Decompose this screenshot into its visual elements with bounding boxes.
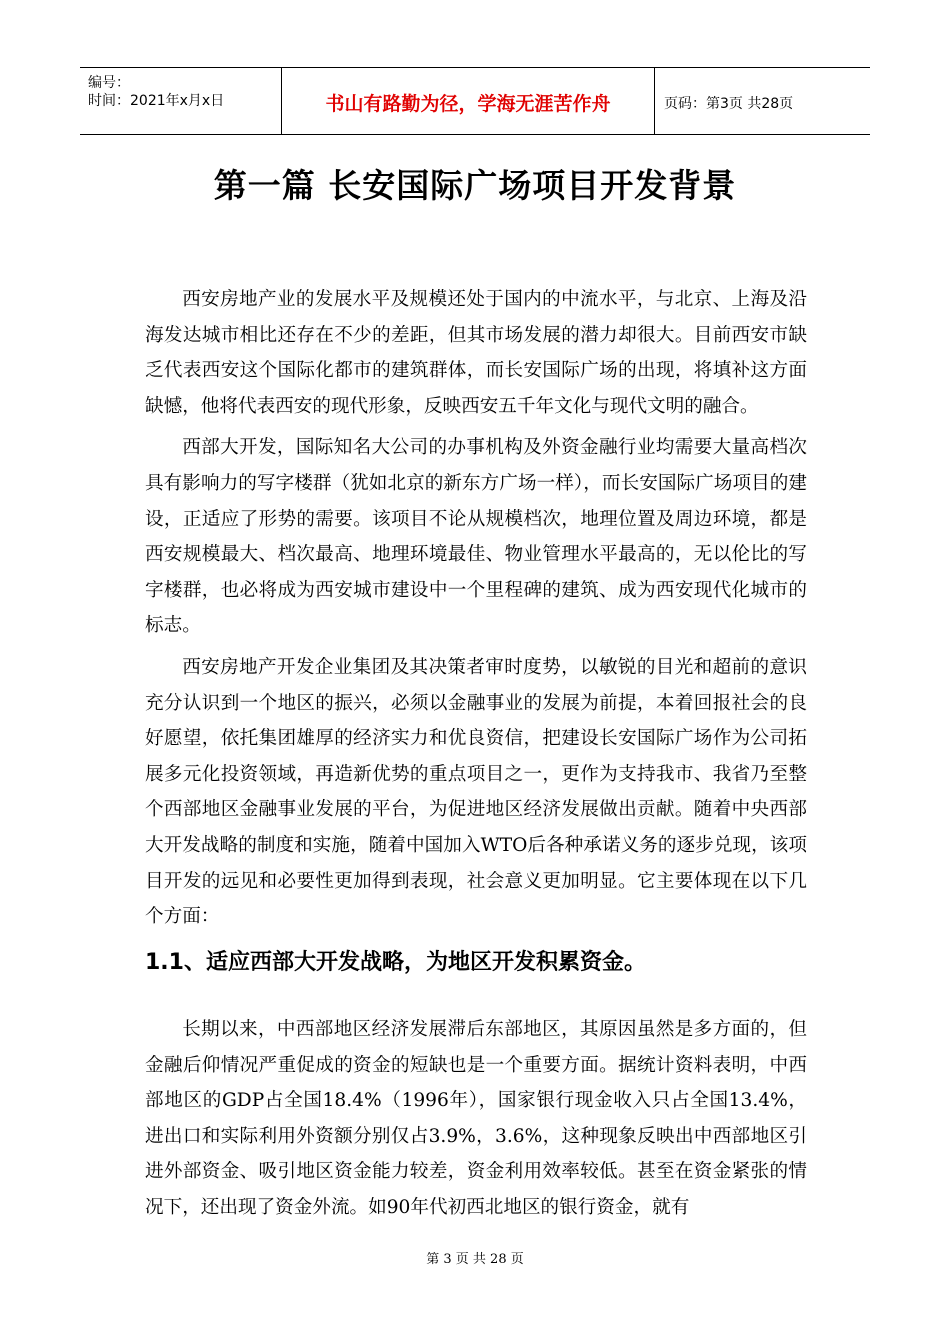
paragraph: 长期以来，中西部地区经济发展滞后东部地区，其原因虽然是多方面的，但金融后仰情况严重促成的资金的短缺也是一个重要方面。据统计资料表明，中西部地区的GDP占全国18.4%（1996年），国家银行现金收入只占全国13.4%，进出口和实际利用外资额分别仅占3.9%，3.6%，这种现象反映出中西部地区引进外部资金、吸引地区资金能力较差，资金利用效率较低。甚至在资金紧张的情况下，还出现了资金外流。如90年代初西北地区的银行资金，就有	[145, 1019, 807, 1218]
header-motto: 书山有路勤为径，学海无涯苦作舟	[325, 93, 611, 115]
doc-date: 时间：2021年x月x日	[88, 93, 225, 109]
paragraph: 西部大开发，国际知名大公司的办事机构及外资金融行业均需要大量高档次具有影响力的写字楼群（犹如北京的新东方广场一样），而长安国际广场项目的建设，正适应了形势的需要。该项目不论从规模档次，地理位置及周边环境，都是西安规模最大、档次最高、地理环境最佳、物业管理水平最高的，无以伦比的写字楼群，也必将成为西安城市建设中一个里程碑的建筑、成为西安现代化城市的标志。	[145, 437, 807, 637]
header-meta-cell	[80, 68, 281, 134]
paragraph: 西安房地产开发企业集团及其决策者审时度势，以敏锐的目光和超前的意识充分认识到一个地区的振兴，必须以金融事业的发展为前提，本着回报社会的良好愿望，依托集团雄厚的经济实力和优良资信，把建设长安国际广场作为公司拓展多元化投资领域，再造新优势的重点项目之一，更作为支持我市、我省乃至整个西部地区金融事业发展的平台，为促进地区经济发展做出贡献。随着中央西部大开发战略的制度和实施，随着中国加入WTO后各种承诺义务的逐步兑现，该项目开发的远见和必要性更加得到表现，社会意义更加明显。它主要体现在以下几个方面：	[145, 656, 807, 928]
section-heading: 1.1、适应西部大开发战略，为地区开发积累资金。	[145, 950, 646, 975]
header-table	[80, 67, 870, 135]
paragraph: 西安房地产业的发展水平及规模还处于国内的中流水平，与北京、上海及沿海发达城市相比还存在不少的差距，但其市场发展的潜力却很大。目前西安市缺乏代表西安这个国际化都市的建筑群体，而长安国际广场的出现，将填补这方面缺憾，他将代表西安的现代形象，反映西安五千年文化与现代文明的融合。	[145, 289, 807, 417]
header-motto-cell	[281, 68, 655, 134]
section-body	[145, 1012, 807, 1232]
intro-body	[145, 282, 807, 941]
page-footer: 第 3 页 共 28 页	[426, 1252, 524, 1267]
page-title: 第一篇 长安国际广场项目开发背景	[213, 166, 737, 205]
header-page-cell	[655, 68, 870, 134]
doc-number-label: 编号：	[88, 75, 130, 91]
header-page-info: 页码：第3页 共28页	[664, 95, 794, 112]
